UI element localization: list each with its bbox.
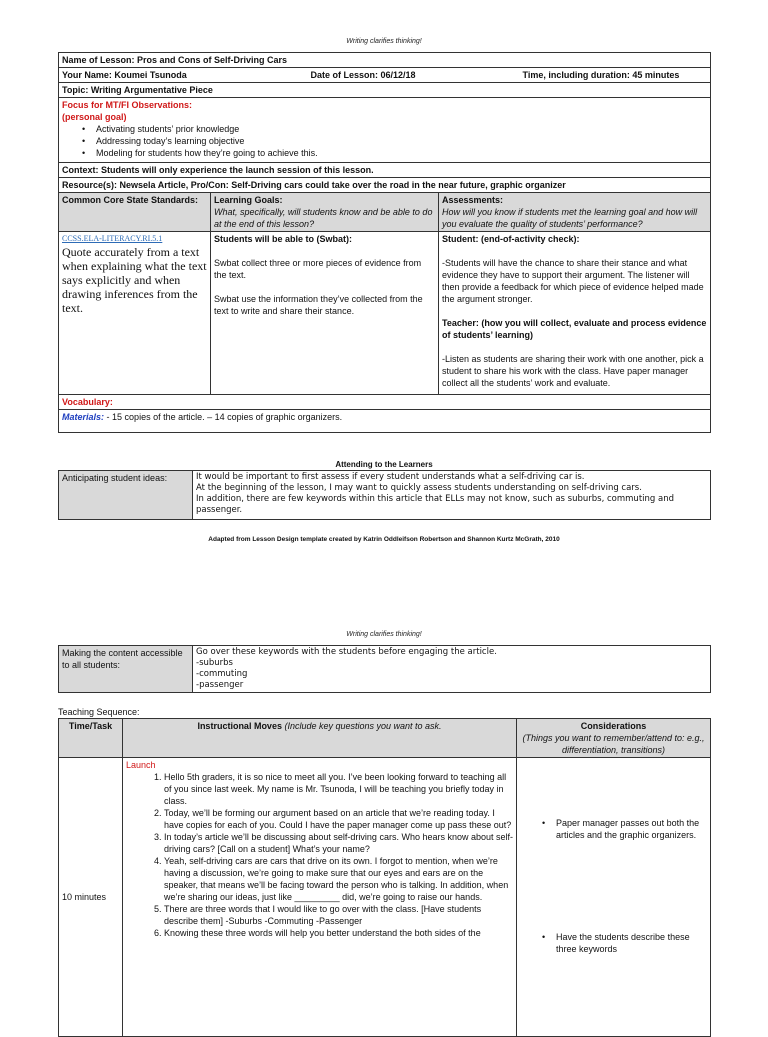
vocabulary-row: Vocabulary: [59,395,711,410]
instruction-step: 5. There are three words that I would like to go over with the class. [Have students describe them] -Suburbs -Commuting -Passenger [164,903,513,927]
lesson-topic: Writing Argumentative Piece [90,85,213,95]
considerations-heading-cell [517,719,711,758]
swbat-cell [211,232,439,395]
swbat-item: Swbat collect three or more pieces of evidence from the text. [214,258,422,280]
accessible-line: -commuting [196,669,248,679]
page-header-motto: Writing clarifies thinking! [346,38,422,45]
resources-value: Newsela Article, Pro/Con: Self-Driving cars could take over the road in the near future, graphic organizer [119,180,566,190]
materials-label: Materials: [62,412,105,422]
time-task-heading: Time/Task [59,719,123,758]
attending-table [58,470,711,520]
considerations-heading: Considerations [580,721,647,731]
teaching-sequence-label: Teaching Sequence: [58,707,140,717]
ccss-cell [59,232,211,395]
anticipating-line: In addition, there are few keywords within this article that ELLs may not know, such as suburbs, commuting and passenger. [196,494,674,515]
instruction-step: 6. Knowing these three words will help you better understand the both sides of the [164,927,513,939]
page2-header-motto: Writing clarifies thinking! [346,631,422,638]
context-value: Students will only experience the launch session of this lesson. [101,165,374,175]
teacher-check-text: -Listen as students are sharing their work with one another, pick a student to share his work with the class. Have paper manager collect all the students’ work and evaluate. [442,354,704,388]
learning-goals-sub: What, specifically, will students know and be able to do at the end of this lesson? [214,207,433,229]
considerations-list [520,817,707,955]
anticipating-label: Anticipating student ideas: [59,471,193,520]
focus-item: • Modeling for students how they’re going to achieve this. [96,147,707,159]
moves-heading-cell [123,719,517,758]
accessible-line: Go over these keywords with the students before engaging the article. [196,647,497,657]
moves-heading: Instructional Moves [197,721,282,731]
consideration-item: • Have the students describe these three keywords [556,931,707,955]
time-cell: 10 minutes [59,758,123,1037]
anticipating-line: It would be important to first assess if every student understands what a self-driving car is. [196,472,585,482]
materials-value: - 15 copies of the article. – 14 copies of graphic organizers. [106,412,343,422]
focus-cell [59,98,711,163]
assessments-sub: How will you know if students met the learning goal and how will you evaluate the quality of students’ performance? [442,207,698,229]
student-check-heading: Student: (end-of-activity check): [442,234,580,244]
considerations-heading-sub: (Things you want to remember/attend to: e.g., differentiation, transitions) [522,733,705,755]
topic-row: Topic: Writing Argumentative Piece [59,83,711,98]
date-cell: Date of Lesson: 06/12/18 [211,68,439,83]
focus-list [62,123,707,159]
template-credit: Adapted from Lesson Design template created by Katrin Oddleifson Robertson and Shannon Kurtz McGrath, 2010 [208,536,560,543]
accessible-line: -passenger [196,680,244,690]
your-name-cell: Your Name: Koumei Tsunoda [59,68,211,83]
materials-row [59,410,711,433]
context-row: Context: Students will only experience the launch session of this lesson. [59,163,711,178]
teaching-sequence-table [58,718,711,1037]
lesson-name: Pros and Cons of Self-Driving Cars [137,55,288,65]
assessment-cell [439,232,711,395]
lesson-info-table [58,52,711,433]
instruction-step: 1. Hello 5th graders, it is so nice to meet all you. I’ve been looking forward to teaching all of you since last week. My name is Mr. Tsunoda, I will be teaching you briefly today in class. [164,771,513,807]
accessible-label: Making the content accessible to all students: [59,646,193,693]
considerations-cell [517,758,711,1037]
attending-title: Attending to the Learners [335,460,433,469]
lesson-duration: 45 minutes [632,70,680,80]
swbat-item: Swbat use the information they’ve collected from the text to write and share their stance. [214,294,423,316]
resources-row: Resource(s): Newsela Article, Pro/Con: Self-Driving cars could take over the road in the near future, graphic organizer [59,178,711,193]
accessible-line: -suburbs [196,658,233,668]
duration-cell: Time, including duration: 45 minutes [439,68,711,83]
instruction-step: 2. Today, we’ll be forming our argument based on an article that we’re reading today. I have copies for each of you. Could I have the paper manager come up pass these out? [164,807,513,831]
assessments-heading: Assessments: [442,195,504,205]
instruction-step: 3. In today’s article we’ll be discussing about self-driving cars. Who hears know about self-driving cars? [Call on a student] What’s your name? [164,831,513,855]
anticipating-line: At the beginning of the lesson, I may want to quickly assess students understanding on self-driving cars. [196,483,642,493]
teacher-check-heading: Teacher: (how you will collect, evaluate and process evidence of students’ learning) [442,318,707,340]
learning-goals-heading-cell [211,193,439,232]
anticipating-content [193,471,711,520]
instruction-step: 4. Yeah, self-driving cars are cars that drive on its own. I forgot to mention, when we’re having a discussion, we’re going to make sure that our eyes and ears are on the speaker, that means we’ll be facing toward the person who is talking. In addition, when we’re sharing our ideas, just like _________ did, we’re going to raise our hands. [164,855,513,903]
lesson-date: 06/12/18 [380,70,416,80]
focus-sub: (personal goal) [62,112,127,122]
focus-item: • Addressing today’s learning objective [96,135,707,147]
accessible-content [193,646,711,693]
instruction-steps [126,771,513,939]
ccss-standard-link[interactable]: CCSS.ELA-LITERACY.RI.5.1 [62,234,163,243]
accessible-table [58,645,711,693]
moves-heading-sub: (Include key questions you want to ask. [284,721,442,731]
focus-label: Focus for MT/FI Observations: [62,100,193,110]
ccss-standard-text: Quote accurately from a text when explaining what the text says explicitly and when drawing inferences from the text. [62,245,207,315]
moves-cell [123,758,517,1037]
learning-goals-heading: Learning Goals: [214,195,283,205]
teacher-name: Koumei Tsunoda [114,70,187,80]
launch-label: Launch [126,760,156,770]
focus-item: • Activating students’ prior knowledge [96,123,707,135]
lesson-name-row: Name of Lesson: Pros and Cons of Self-Driving Cars [59,53,711,68]
swbat-heading: Students will be able to (Swbat): [214,234,353,244]
student-check-text: -Students will have the chance to share their stance and what evidence they have to support their argument. The listener will then provide a feedback for which piece of evidence helped made the argument stronger. [442,258,704,304]
consideration-item: • Paper manager passes out both the articles and the graphic organizers. [556,817,707,841]
assessments-heading-cell [439,193,711,232]
ccss-heading: Common Core State Standards: [59,193,211,232]
